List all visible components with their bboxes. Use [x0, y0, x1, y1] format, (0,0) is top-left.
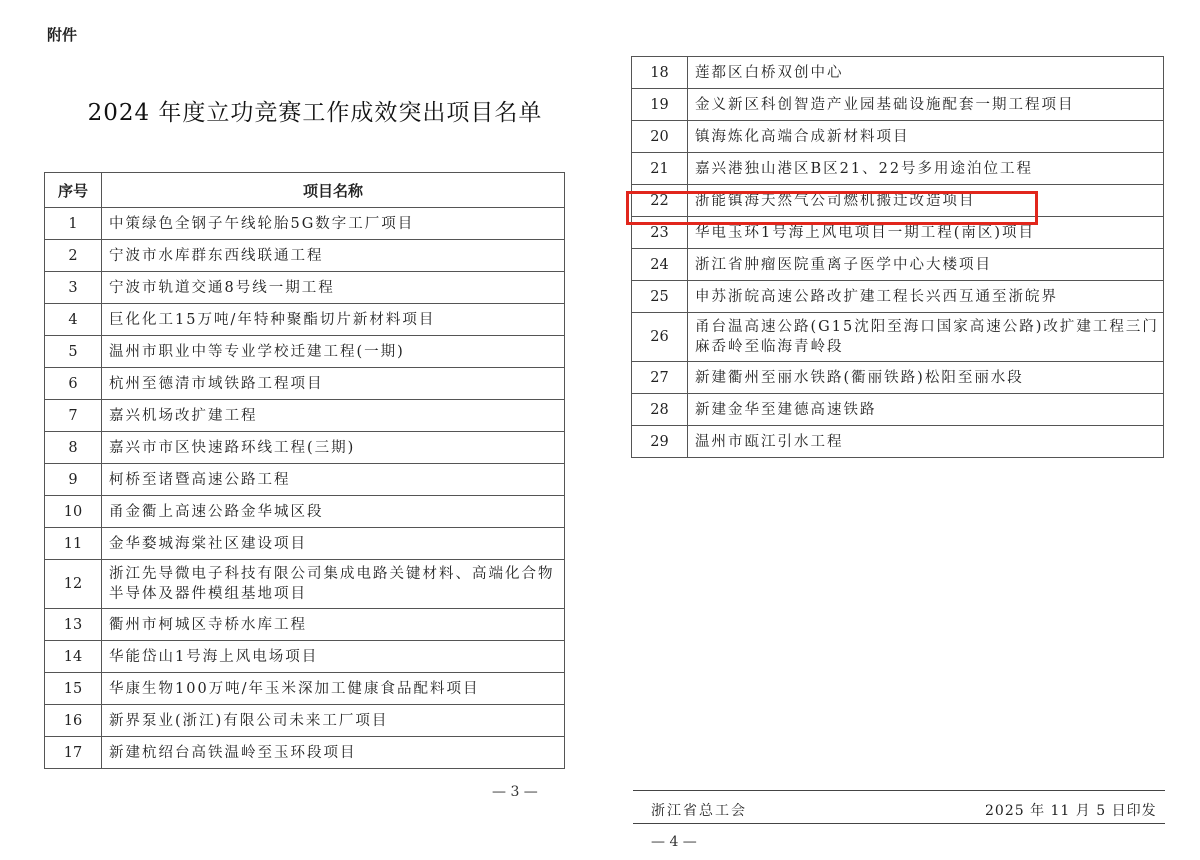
- table-row: [632, 217, 1164, 249]
- footer-print-date: 2025 年 11 月 5 日印发: [985, 803, 1157, 819]
- project-name: 杭州至德清市域铁路工程项目: [102, 368, 565, 400]
- table-row: [632, 185, 1164, 217]
- row-number: 12: [45, 560, 102, 609]
- page-number-left: — 3 —: [492, 784, 538, 800]
- row-number: 14: [45, 641, 102, 673]
- row-number: 10: [45, 496, 102, 528]
- project-name: 浙江先导微电子科技有限公司集成电路关键材料、高端化合物半导体及器件模组基地项目: [102, 560, 565, 609]
- row-number: 1: [45, 208, 102, 240]
- row-number: 9: [45, 464, 102, 496]
- row-number: 13: [45, 609, 102, 641]
- row-number: 23: [632, 217, 688, 249]
- row-number: 4: [45, 304, 102, 336]
- table-row: [632, 313, 1164, 362]
- table-row: [632, 394, 1164, 426]
- table-row: [45, 641, 565, 673]
- table-row: [45, 673, 565, 705]
- row-number: 21: [632, 153, 688, 185]
- project-name: 华电玉环1号海上风电项目一期工程(南区)项目: [688, 217, 1164, 249]
- project-name: 柯桥至诸暨高速公路工程: [102, 464, 565, 496]
- project-name: 嘉兴港独山港区B区21、22号多用途泊位工程: [688, 153, 1164, 185]
- project-name: 华能岱山1号海上风电场项目: [102, 641, 565, 673]
- table-row: [45, 560, 565, 609]
- row-number: 8: [45, 432, 102, 464]
- project-name: 衢州市柯城区寺桥水库工程: [102, 609, 565, 641]
- attachment-label: 附件: [47, 26, 78, 44]
- table-row: [45, 336, 565, 368]
- row-number: 25: [632, 281, 688, 313]
- project-name: 甬金衢上高速公路金华城区段: [102, 496, 565, 528]
- column-header-number: 序号: [45, 173, 102, 208]
- table-row: [632, 89, 1164, 121]
- project-name: 嘉兴机场改扩建工程: [102, 400, 565, 432]
- table-row: [632, 426, 1164, 458]
- table-row: [45, 240, 565, 272]
- table-header-row: [45, 173, 565, 208]
- table-row: [632, 121, 1164, 153]
- project-name: 申苏浙皖高速公路改扩建工程长兴西互通至浙皖界: [688, 281, 1164, 313]
- project-name: 金义新区科创智造产业园基础设施配套一期工程项目: [688, 89, 1164, 121]
- column-header-name: 项目名称: [102, 173, 565, 208]
- row-number: 24: [632, 249, 688, 281]
- row-number: 19: [632, 89, 688, 121]
- row-number: 20: [632, 121, 688, 153]
- table-row: [632, 57, 1164, 89]
- project-name: 浙能镇海天然气公司燃机搬迁改造项目: [688, 185, 1164, 217]
- row-number: 7: [45, 400, 102, 432]
- project-name: 甬台温高速公路(G15沈阳至海口国家高速公路)改扩建工程三门麻岙岭至临海青岭段: [688, 313, 1164, 362]
- table-row: [632, 281, 1164, 313]
- project-name: 宁波市轨道交通8号线一期工程: [102, 272, 565, 304]
- table-row: [45, 496, 565, 528]
- row-number: 27: [632, 362, 688, 394]
- project-name: 浙江省肿瘤医院重离子医学中心大楼项目: [688, 249, 1164, 281]
- row-number: 17: [45, 737, 102, 769]
- table-row: [45, 304, 565, 336]
- page-number-right: — 4 —: [651, 834, 697, 850]
- footer-bottom-rule: [633, 823, 1165, 824]
- document-title: 2024 年度立功竞赛工作成效突出项目名单: [87, 100, 543, 126]
- table-row: [45, 737, 565, 769]
- project-name: 嘉兴市市区快速路环线工程(三期): [102, 432, 565, 464]
- table-row: [45, 705, 565, 737]
- table-row: [45, 368, 565, 400]
- footer-organization: 浙江省总工会: [651, 803, 747, 819]
- table-row: [45, 208, 565, 240]
- row-number: 3: [45, 272, 102, 304]
- table-row: [45, 272, 565, 304]
- project-name: 温州市职业中等专业学校迁建工程(一期): [102, 336, 565, 368]
- row-number: 6: [45, 368, 102, 400]
- project-name: 新建金华至建德高速铁路: [688, 394, 1164, 426]
- project-name: 巨化化工15万吨/年特种聚酯切片新材料项目: [102, 304, 565, 336]
- table-row: [632, 362, 1164, 394]
- row-number: 18: [632, 57, 688, 89]
- row-number: 16: [45, 705, 102, 737]
- project-name: 镇海炼化高端合成新材料项目: [688, 121, 1164, 153]
- project-name: 华康生物100万吨/年玉米深加工健康食品配料项目: [102, 673, 565, 705]
- table-row: [632, 249, 1164, 281]
- table-row: [45, 464, 565, 496]
- project-table-left: [44, 172, 565, 769]
- row-number: 5: [45, 336, 102, 368]
- project-table-right: [631, 56, 1164, 458]
- row-number: 22: [632, 185, 688, 217]
- project-name: 新建衢州至丽水铁路(衢丽铁路)松阳至丽水段: [688, 362, 1164, 394]
- table-row: [45, 400, 565, 432]
- project-name: 宁波市水库群东西线联通工程: [102, 240, 565, 272]
- table-row: [45, 432, 565, 464]
- project-name: 中策绿色全钢子午线轮胎5G数字工厂项目: [102, 208, 565, 240]
- table-row: [45, 528, 565, 560]
- row-number: 11: [45, 528, 102, 560]
- row-number: 28: [632, 394, 688, 426]
- project-name: 温州市瓯江引水工程: [688, 426, 1164, 458]
- row-number: 29: [632, 426, 688, 458]
- project-name: 新界泵业(浙江)有限公司未来工厂项目: [102, 705, 565, 737]
- table-row: [632, 153, 1164, 185]
- project-name: 金华婺城海棠社区建设项目: [102, 528, 565, 560]
- row-number: 2: [45, 240, 102, 272]
- row-number: 15: [45, 673, 102, 705]
- footer-top-rule: [633, 790, 1165, 791]
- project-name: 新建杭绍台高铁温岭至玉环段项目: [102, 737, 565, 769]
- table-row: [45, 609, 565, 641]
- project-name: 莲都区白桥双创中心: [688, 57, 1164, 89]
- row-number: 26: [632, 313, 688, 362]
